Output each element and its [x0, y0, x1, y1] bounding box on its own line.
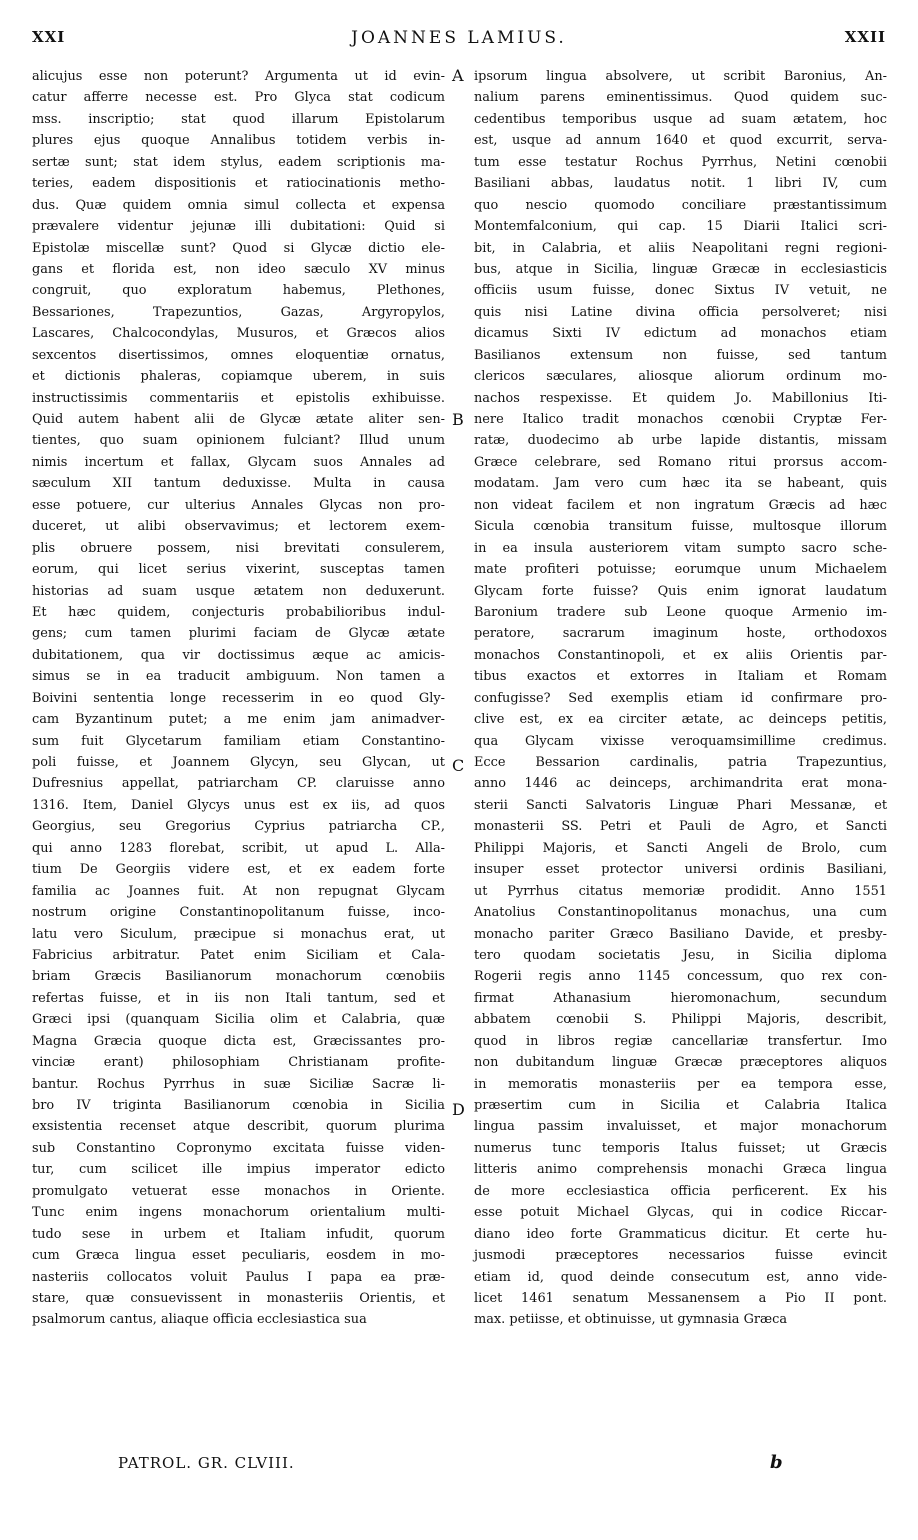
text-line: alicujus esse non poterunt? Argumenta ut id evin- — [32, 69, 445, 84]
text-line: familia ac Joannes fuit. At non repugnat Glycam — [32, 883, 445, 899]
text-line: Anatolius Constantinopolitanus monachus, una cum — [474, 905, 887, 921]
text-line: tum esse testatur Rochus Pyrrhus, Netini cœnobii — [474, 154, 887, 170]
text-line: ipsorum lingua absolvere, ut scribit Baronius, An- — [474, 69, 887, 84]
text-line: simus se in ea traducit ambiguum. Non tamen a — [32, 669, 445, 685]
text-line: instructissimis commentariis et epistolis exhibuisse. — [32, 390, 445, 406]
text-line: max. petiisse, et obtinuisse, ut gymnasia Græca — [474, 1312, 788, 1328]
text-line: insuper esset protector universi ordinis Basiliani, — [474, 862, 887, 878]
text-line: nalium parens eminentissimus. Quod quidem suc- — [474, 90, 887, 106]
text-line: Sicula cœnobia transitum fuisse, multosque illorum — [474, 519, 887, 535]
text-line: Dufresnius appellat, patriarcham CP. claruisse anno — [32, 776, 445, 792]
text-line: Bessariones, Trapezuntios, Gazas, Argyropylos, — [32, 304, 445, 320]
running-title: JOANNES LAMIUS. — [351, 28, 567, 48]
left-column — [32, 66, 445, 1331]
text-line: vinciæ erant) philosophiam Christianam profite- — [32, 1055, 445, 1071]
text-line: psalmorum cantus, aliaque officia ecclesiastica sua — [32, 1312, 367, 1328]
text-line: Rogerii regis anno 1145 concessum, quo rex con- — [474, 969, 887, 985]
text-line: monasterii SS. Petri et Pauli de Agro, et Sancti — [474, 819, 887, 835]
text-line: non videat facilem et non ingratum Græcis ad hæc — [474, 497, 887, 513]
text-line: peratore, sacrarum imaginum hoste, orthodoxos — [474, 626, 887, 642]
text-line: quod in libros regiæ cancellariæ transfertur. Imo — [474, 1033, 887, 1049]
text-line: eorum, qui licet serius vixerint, susceptas tamen — [32, 562, 445, 578]
text-line: modatam. Jam vero cum hæc ita se habeant, quis — [474, 476, 887, 492]
text-line: diano ideo forte Grammaticus dicitur. Et certe hu- — [474, 1226, 887, 1242]
text-line: poli fuisse, et Joannem Glycyn, seu Glycan, ut — [32, 755, 445, 770]
text-line: bit, in Calabria, et aliis Neapolitani regni regioni- — [474, 240, 887, 256]
text-line: Ecce Bessarion cardinalis, patria Trapezuntius, — [474, 755, 887, 770]
text-line: bus, atque in Sicilia, linguæ Græcæ in ecclesiasticis — [474, 261, 887, 277]
text-line: lingua passim invaluisset, et major monachorum — [474, 1119, 887, 1135]
text-line: ut Pyrrhus citatus memoriæ prodidit. Anno 1551 — [474, 883, 887, 899]
text-line: quis nisi Latine divina officia persolveret; nisi — [474, 304, 887, 320]
text-line: Philippi Majoris, et Sancti Angeli de Brolo, cum — [474, 840, 887, 856]
text-line: in memoratis monasteriis per ea tempora esse, — [474, 1076, 887, 1092]
margin-marker-a: A — [452, 66, 464, 85]
text-line: ratæ, duodecimo ab urbe lapide distantis, missam — [474, 433, 887, 449]
text-line: qui anno 1283 florebat, scribit, ut apud L. Alla- — [32, 840, 445, 856]
text-line: esse potuere, cur ulterius Annales Glycas non pro- — [32, 497, 445, 513]
text-line: cum Græca lingua esset peculiaris, eosdem in mo- — [32, 1248, 445, 1264]
text-line: confugisse? Sed exemplis etiam id confirmare pro- — [474, 690, 887, 706]
text-line: Lascares, Chalcocondylas, Musuros, et Græcos alios — [32, 326, 445, 342]
text-line: litteris animo comprehensis monachi Græca lingua — [474, 1162, 887, 1178]
text-line: nere Italico tradit monachos cœnobii Cryptæ Fer- — [474, 412, 887, 427]
text-line: Quid autem habent alii de Glycæ ætate aliter sen- — [32, 412, 445, 427]
text-line: in ea insula austeriorem vitam sumpto sacro sche- — [474, 540, 887, 556]
text-line: Boivini sententia longe recesserim in eo quod Gly- — [32, 690, 445, 706]
text-line: sub Constantino Copronymo excitata fuisse viden- — [32, 1140, 445, 1156]
text-line: abbatem cœnobii S. Philippi Majoris, describit, — [474, 1012, 887, 1028]
text-line: congruit, quo exploratum habemus, Plethones, — [32, 283, 445, 299]
text-line: dubitationem, qua vir doctissimus æque ac amicis- — [32, 647, 445, 663]
text-line: dus. Quæ quidem omnia simul collecta et expensa — [32, 197, 445, 213]
text-line: latu vero Siculum, præcipue si monachus erat, ut — [32, 926, 445, 942]
text-line: stare, quæ consuevissent in monasteriis Orientis, et — [32, 1290, 445, 1306]
text-line: Græci ipsi (quanquam Sicilia olim et Calabria, quæ — [32, 1012, 445, 1028]
text-line: prævalere videntur jejunæ illi dubitationi: Quid si — [32, 219, 445, 235]
text-line: Epistolæ miscellæ sunt? Quod si Glycæ dictio ele- — [32, 240, 445, 256]
text-line: de more ecclesiastica officia perficerent. Ex his — [474, 1183, 887, 1199]
text-line: Basilianos extensum non fuisse, sed tantum — [474, 347, 887, 363]
text-line: briam Græcis Basilianorum monachorum cœnobiis — [32, 969, 445, 985]
text-line: quo nescio quomodo conciliare præstantissimum — [474, 197, 887, 213]
text-line: Georgius, seu Gregorius Cyprius patriarcha CP., — [32, 819, 445, 835]
text-line: Et hæc quidem, conjecturis probabilioribus indul- — [32, 604, 445, 620]
text-line: Græce celebrare, sed Romano ritui prorsus accom- — [474, 454, 887, 470]
right-column — [474, 66, 887, 1331]
text-line: tero quodam societatis Jesu, in Sicilia diploma — [474, 947, 887, 963]
text-line: plis obruere possem, nisi brevitati consulerem, — [32, 540, 445, 556]
text-line: anno 1446 ac deinceps, archimandrita erat mona- — [474, 776, 887, 792]
text-line: Montemfalconium, qui cap. 15 Diarii Italici scri- — [474, 219, 887, 235]
text-line: et dictionis phaleras, copiamque uberem, in suis — [32, 369, 445, 385]
text-line: tium De Georgiis videre est, et ex eadem forte — [32, 862, 445, 878]
text-line: monacho pariter Græco Basiliano Davide, et presby- — [474, 926, 887, 942]
text-line: sexcentos disertissimos, omnes eloquentiæ ornatus, — [32, 347, 445, 363]
text-line: Tunc enim ingens monachorum orientalium multi- — [32, 1205, 445, 1221]
text-line: monachos Constantinopoli, et ex aliis Orientis par- — [474, 647, 887, 663]
text-line: præsertim cum in Sicilia et Calabria Italica — [474, 1098, 887, 1113]
text-line: Magna Græcia quoque dicta est, Græcissantes pro- — [32, 1033, 445, 1049]
text-line: mate profiteri potuisse; eorumque unum Michaelem — [474, 562, 887, 578]
printer-signature: PATROL. GR. CLVIII. — [118, 1454, 295, 1472]
text-line: historias ad suam usque ætatem non deduxerunt. — [32, 583, 445, 599]
text-line: officiis usum fuisse, donec Sixtus IV vetuit, ne — [474, 283, 887, 299]
text-line: cedentibus temporibus usque ad suam ætatem, hoc — [474, 111, 887, 127]
text-line: sum fuit Glycetarum familiam etiam Constantino- — [32, 733, 445, 749]
page-number-left: XXI — [32, 28, 66, 46]
text-line: Basiliani abbas, laudatus notit. 1 libri IV, cum — [474, 176, 887, 192]
text-line: Fabricius arbitratur. Patet enim Siciliam et Cala- — [32, 947, 445, 963]
text-line: mss. inscriptio; stat quod illarum Epistolarum — [32, 111, 445, 127]
text-line: esse potuit Michael Glycas, qui in codice Riccar- — [474, 1205, 887, 1221]
text-line: bantur. Rochus Pyrrhus in suæ Siciliæ Sacræ li- — [32, 1076, 445, 1092]
text-line: numerus tunc temporis Italus fuisset; ut Græcis — [474, 1140, 887, 1156]
text-line: duceret, ut alibi observavimus; et lectorem exem- — [32, 519, 445, 535]
margin-marker-b: B — [452, 410, 464, 429]
text-line: etiam id, quod deinde consecutum est, anno vide- — [474, 1269, 887, 1285]
text-line: tibus exactos et extorres in Italiam et Romam — [474, 669, 887, 685]
text-line: sertæ sunt; stat idem stylus, eadem scriptionis ma- — [32, 154, 445, 170]
text-line: clive est, ex ea circiter ætate, ac deinceps petitis, — [474, 712, 887, 728]
text-line: refertas fuisse, et in iis non Itali tantum, sed et — [32, 990, 445, 1006]
text-line: nimis incertum et fallax, Glycam suos Annales ad — [32, 454, 445, 470]
text-line: nasteriis collocatos voluit Paulus I papa ea præ- — [32, 1269, 445, 1285]
text-line: non dubitandum linguæ Græcæ præceptores aliquos — [474, 1055, 887, 1071]
text-line: teries, eadem dispositionis et ratiocinationis metho- — [32, 176, 445, 192]
text-line: tientes, quo suam opinionem fulciant? Illud unum — [32, 433, 445, 449]
text-line: catur afferre necesse est. Pro Glyca stat codicum — [32, 90, 445, 106]
margin-marker-c: C — [452, 756, 465, 775]
page-header — [32, 28, 886, 54]
text-line: tudo sese in urbem et Italiam infudit, quorum — [32, 1226, 445, 1242]
text-line: Baronium tradere sub Leone quoque Armenio im- — [474, 604, 887, 620]
text-line: plures ejus quoque Annalibus totidem verbis in- — [32, 133, 445, 149]
text-line: bro IV triginta Basilianorum cœnobia in Sicilia — [32, 1098, 445, 1113]
page-number-right: XXII — [844, 28, 886, 46]
sheet-letter: b — [770, 1452, 783, 1473]
text-line: sæculum XII tantum deduxisse. Multa in causa — [32, 476, 445, 492]
text-line: tur, cum scilicet ille impius imperator edicto — [32, 1162, 445, 1178]
text-line: jusmodi præceptores necessarios fuisse evincit — [474, 1248, 887, 1264]
text-line: exsistentia recenset atque describit, quorum plurima — [32, 1119, 445, 1135]
text-line: gens; cum tamen plurimi faciam de Glycæ ætate — [32, 626, 445, 642]
text-line: gans et florida est, non ideo sæculo XV minus — [32, 261, 445, 277]
text-line: nachos respexisse. Et quidem Jo. Mabillonius Iti- — [474, 390, 887, 406]
text-line: firmat Athanasium hieromonachum, secundum — [474, 990, 887, 1006]
margin-marker-d: D — [452, 1100, 465, 1119]
text-line: est, usque ad annum 1640 et quod excurrit, serva- — [474, 133, 887, 149]
text-line: 1316. Item, Daniel Glycys unus est ex iis, ad quos — [32, 797, 445, 813]
text-line: licet 1461 senatum Messanensem a Pio II pont. — [474, 1290, 887, 1306]
text-line: promulgato vetuerat esse monachos in Oriente. — [32, 1183, 445, 1199]
text-line: clericos sæculares, aliosque aliorum ordinum mo- — [474, 369, 887, 385]
text-line: Glycam forte fuisse? Quis enim ignorat laudatum — [474, 583, 887, 599]
text-line: nostrum origine Constantinopolitanum fuisse, inco- — [32, 905, 445, 921]
text-line: dicamus Sixti IV edictum ad monachos etiam — [474, 326, 887, 342]
text-line: sterii Sancti Salvatoris Linguæ Phari Messanæ, et — [474, 797, 887, 813]
text-line: qua Glycam vixisse veroquamsimillime credimus. — [474, 733, 887, 749]
text-line: cam Byzantinum putet; a me enim jam animadver- — [32, 712, 445, 728]
